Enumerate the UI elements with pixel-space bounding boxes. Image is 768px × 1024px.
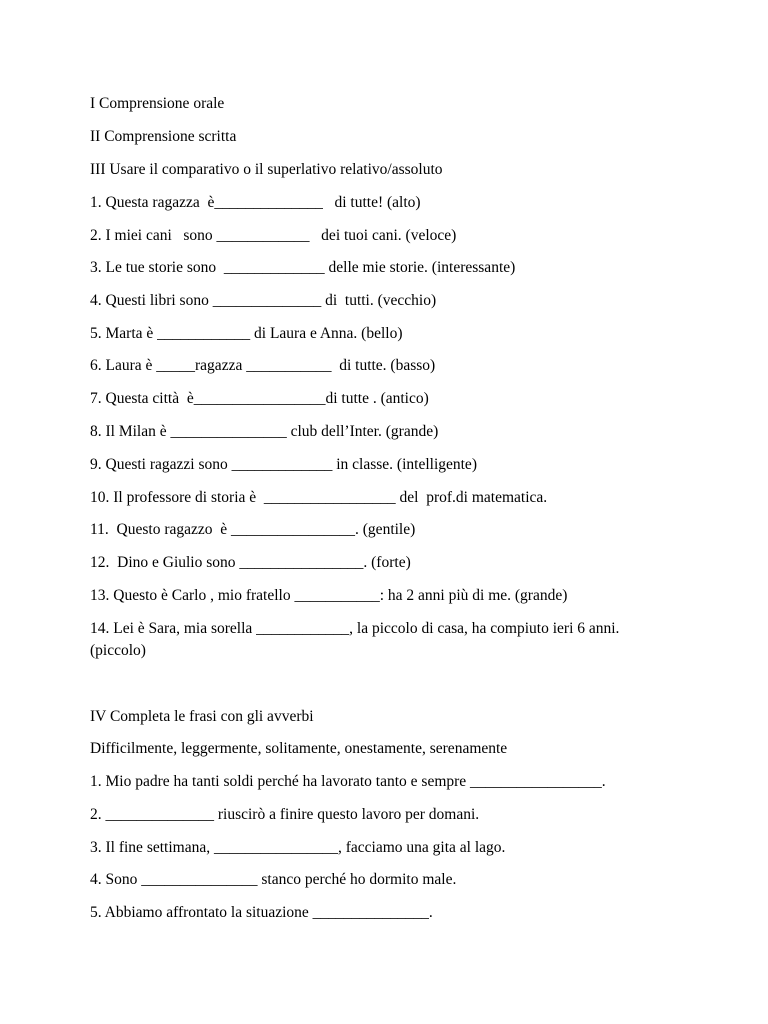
exercise4-item: 1. Mio padre ha tanti soldi perché ha lavorato tanto e sempre _________________. xyxy=(90,773,606,790)
exercise3-item: 2. I miei cani sono ____________ dei tuoi cani. (veloce) xyxy=(90,227,457,244)
section-heading-written-comprehension: II Comprensione scritta xyxy=(90,128,237,145)
exercise3-item: 7. Questa città è_________________di tutte . (antico) xyxy=(90,390,429,407)
exercise4-item: 3. Il fine settimana, ________________, facciamo una gita al lago. xyxy=(90,839,506,856)
section-heading-adverbs: IV Completa le frasi con gli avverbi xyxy=(90,708,314,725)
exercise4-item: 5. Abbiamo affrontato la situazione _______________. xyxy=(90,904,433,921)
exercise3-item: 6. Laura è _____ragazza ___________ di tutte. (basso) xyxy=(90,357,436,374)
exercise3-item: 10. Il professore di storia è _________________ del prof.di matematica. xyxy=(90,489,548,506)
exercise3-item: 8. Il Milan è _______________ club dell’Inter. (grande) xyxy=(90,423,439,440)
exercise3-item: 11. Questo ragazzo è ________________. (gentile) xyxy=(90,521,416,538)
adverb-word-bank: Difficilmente, leggermente, solitamente, onestamente, serenamente xyxy=(90,740,508,757)
exercise3-item: 5. Marta è ____________ di Laura e Anna. (bello) xyxy=(90,325,403,342)
section-heading-comparative: III Usare il comparativo o il superlativo relativo/assoluto xyxy=(90,161,443,178)
exercise3-item: 14. Lei è Sara, mia sorella ____________, la piccolo di casa, ha compiuto ieri 6 anni.(piccolo) xyxy=(90,620,620,659)
exercise3-item: 12. Dino e Giulio sono ________________. (forte) xyxy=(90,554,411,571)
exercise4-item: 4. Sono _______________ stanco perché ho dormito male. xyxy=(90,871,457,888)
exercise3-item: 1. Questa ragazza è______________ di tutte! (alto) xyxy=(90,194,421,211)
exercise3-item: 4. Questi libri sono ______________ di tutti. (vecchio) xyxy=(90,292,437,309)
exercise3-item: 3. Le tue storie sono _____________ delle mie storie. (interessante) xyxy=(90,259,516,276)
exercise4-item: 2. ______________ riuscirò a finire questo lavoro per domani. xyxy=(90,806,480,823)
section-heading-oral-comprehension: I Comprensione orale xyxy=(90,95,225,112)
exercise3-item: 13. Questo è Carlo , mio fratello ___________: ha 2 anni più di me. (grande) xyxy=(90,587,568,604)
exercise3-item: 9. Questi ragazzi sono _____________ in classe. (intelligente) xyxy=(90,456,477,473)
